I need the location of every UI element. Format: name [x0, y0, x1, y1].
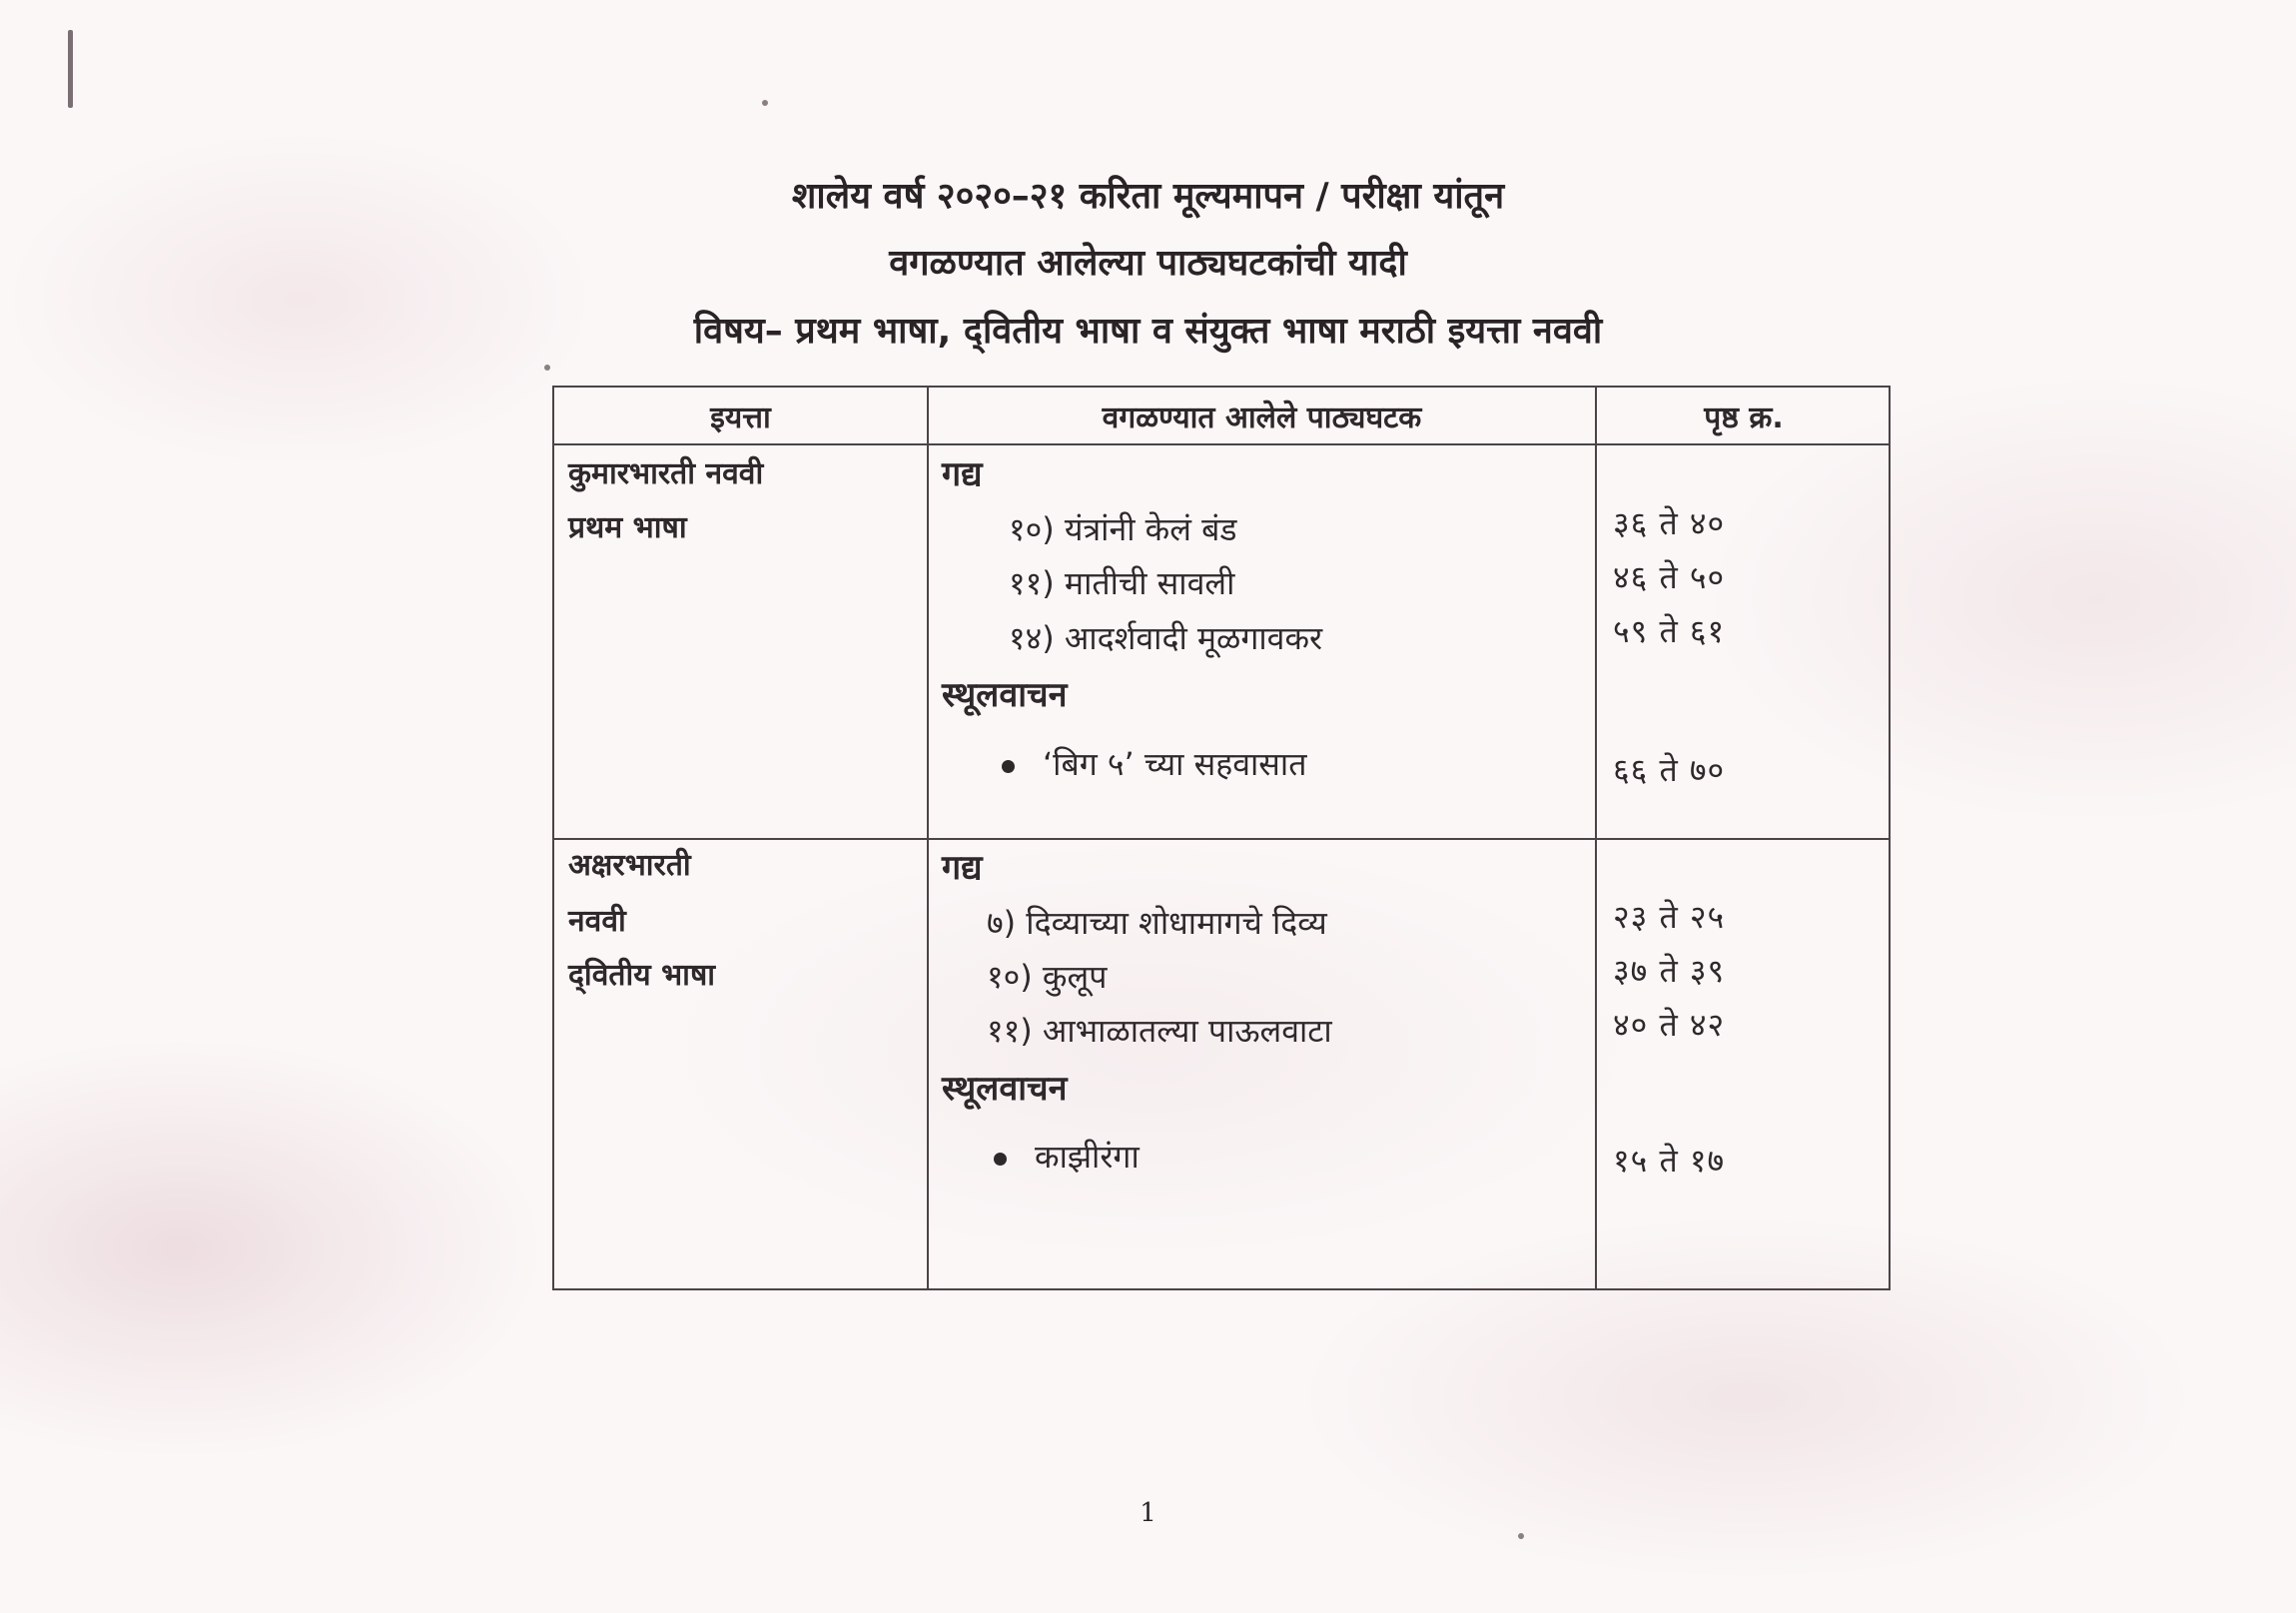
- row1-pages: ४६ ते ५०: [1613, 558, 1726, 596]
- excluded-units-table: [552, 386, 1891, 1290]
- row2-pages: २३ ते २५: [1613, 898, 1726, 936]
- row1-pages: ६६ ते ७०: [1613, 751, 1726, 789]
- title-line-2: वगळण्यात आलेल्या पाठ्यघटकांची यादी: [889, 243, 1407, 284]
- row2-section-reading: स्थूलवाचन: [942, 1069, 1068, 1109]
- header-divider: [554, 443, 1889, 445]
- row2-pages: १५ ते १७: [1613, 1142, 1726, 1180]
- row1-pages: ५९ ते ६१: [1613, 612, 1726, 650]
- row2-class-line-2: नववी: [568, 904, 626, 939]
- row2-prose-item: १०) कुलूप: [987, 958, 1108, 996]
- header-class: इयत्ता: [710, 401, 771, 435]
- title-line-1: शालेय वर्ष २०२०–२१ करिता मूल्यमापन / परीक्षा यांतून: [791, 176, 1505, 217]
- row2-prose-item: ७) दिव्याच्या शोधामागचे दिव्य: [987, 904, 1327, 942]
- page-number: 1: [1140, 1498, 1156, 1528]
- row2-prose-item: ११) आभाळातल्या पाऊलवाटा: [987, 1012, 1332, 1050]
- row1-prose-item: १०) यंत्रांनी केलं बंड: [1009, 510, 1237, 548]
- row1-pages: ३६ ते ४०: [1613, 504, 1726, 542]
- bullet-icon: [1002, 760, 1015, 773]
- bullet-icon: [994, 1153, 1007, 1166]
- row2-pages: ४० ते ४२: [1613, 1006, 1726, 1044]
- row1-section-prose: गद्य: [942, 454, 983, 494]
- header-units: वगळण्यात आलेले पाठ्यघटक: [1102, 401, 1422, 435]
- scan-speck: [1518, 1533, 1524, 1539]
- row2-pages: ३७ ते ३९: [1613, 952, 1726, 990]
- margin-mark: [68, 30, 73, 108]
- scan-speck: [762, 100, 768, 106]
- title-line-3: विषय– प्रथम भाषा, द्‌वितीय भाषा व संयुक्त भाषा मराठी इयत्ता नववी: [693, 311, 1603, 352]
- row-divider: [554, 838, 1889, 840]
- row1-reading-item: ‘बिग ५’ च्या सहवासात: [1002, 742, 1306, 785]
- row1-class-line-1: कुमारभारती नववी: [568, 456, 764, 491]
- header-page-no: पृष्ठ क्र.: [1704, 401, 1784, 435]
- row2-reading-item: काझीरंगा: [994, 1135, 1140, 1178]
- scan-speck: [544, 365, 550, 371]
- row1-section-reading: स्थूलवाचन: [942, 675, 1068, 715]
- row2-class-line-1: अक्षरभारती: [568, 848, 691, 883]
- row2-class-line-3: द्‌वितीय भाषा: [568, 958, 716, 993]
- row2-section-prose: गद्य: [942, 848, 983, 888]
- row1-prose-item: १४) आदर्शवादी मूळगावकर: [1009, 619, 1323, 657]
- row1-prose-item: ११) मातीची सावली: [1009, 564, 1235, 602]
- row1-class-line-2: प्रथम भाषा: [568, 510, 687, 545]
